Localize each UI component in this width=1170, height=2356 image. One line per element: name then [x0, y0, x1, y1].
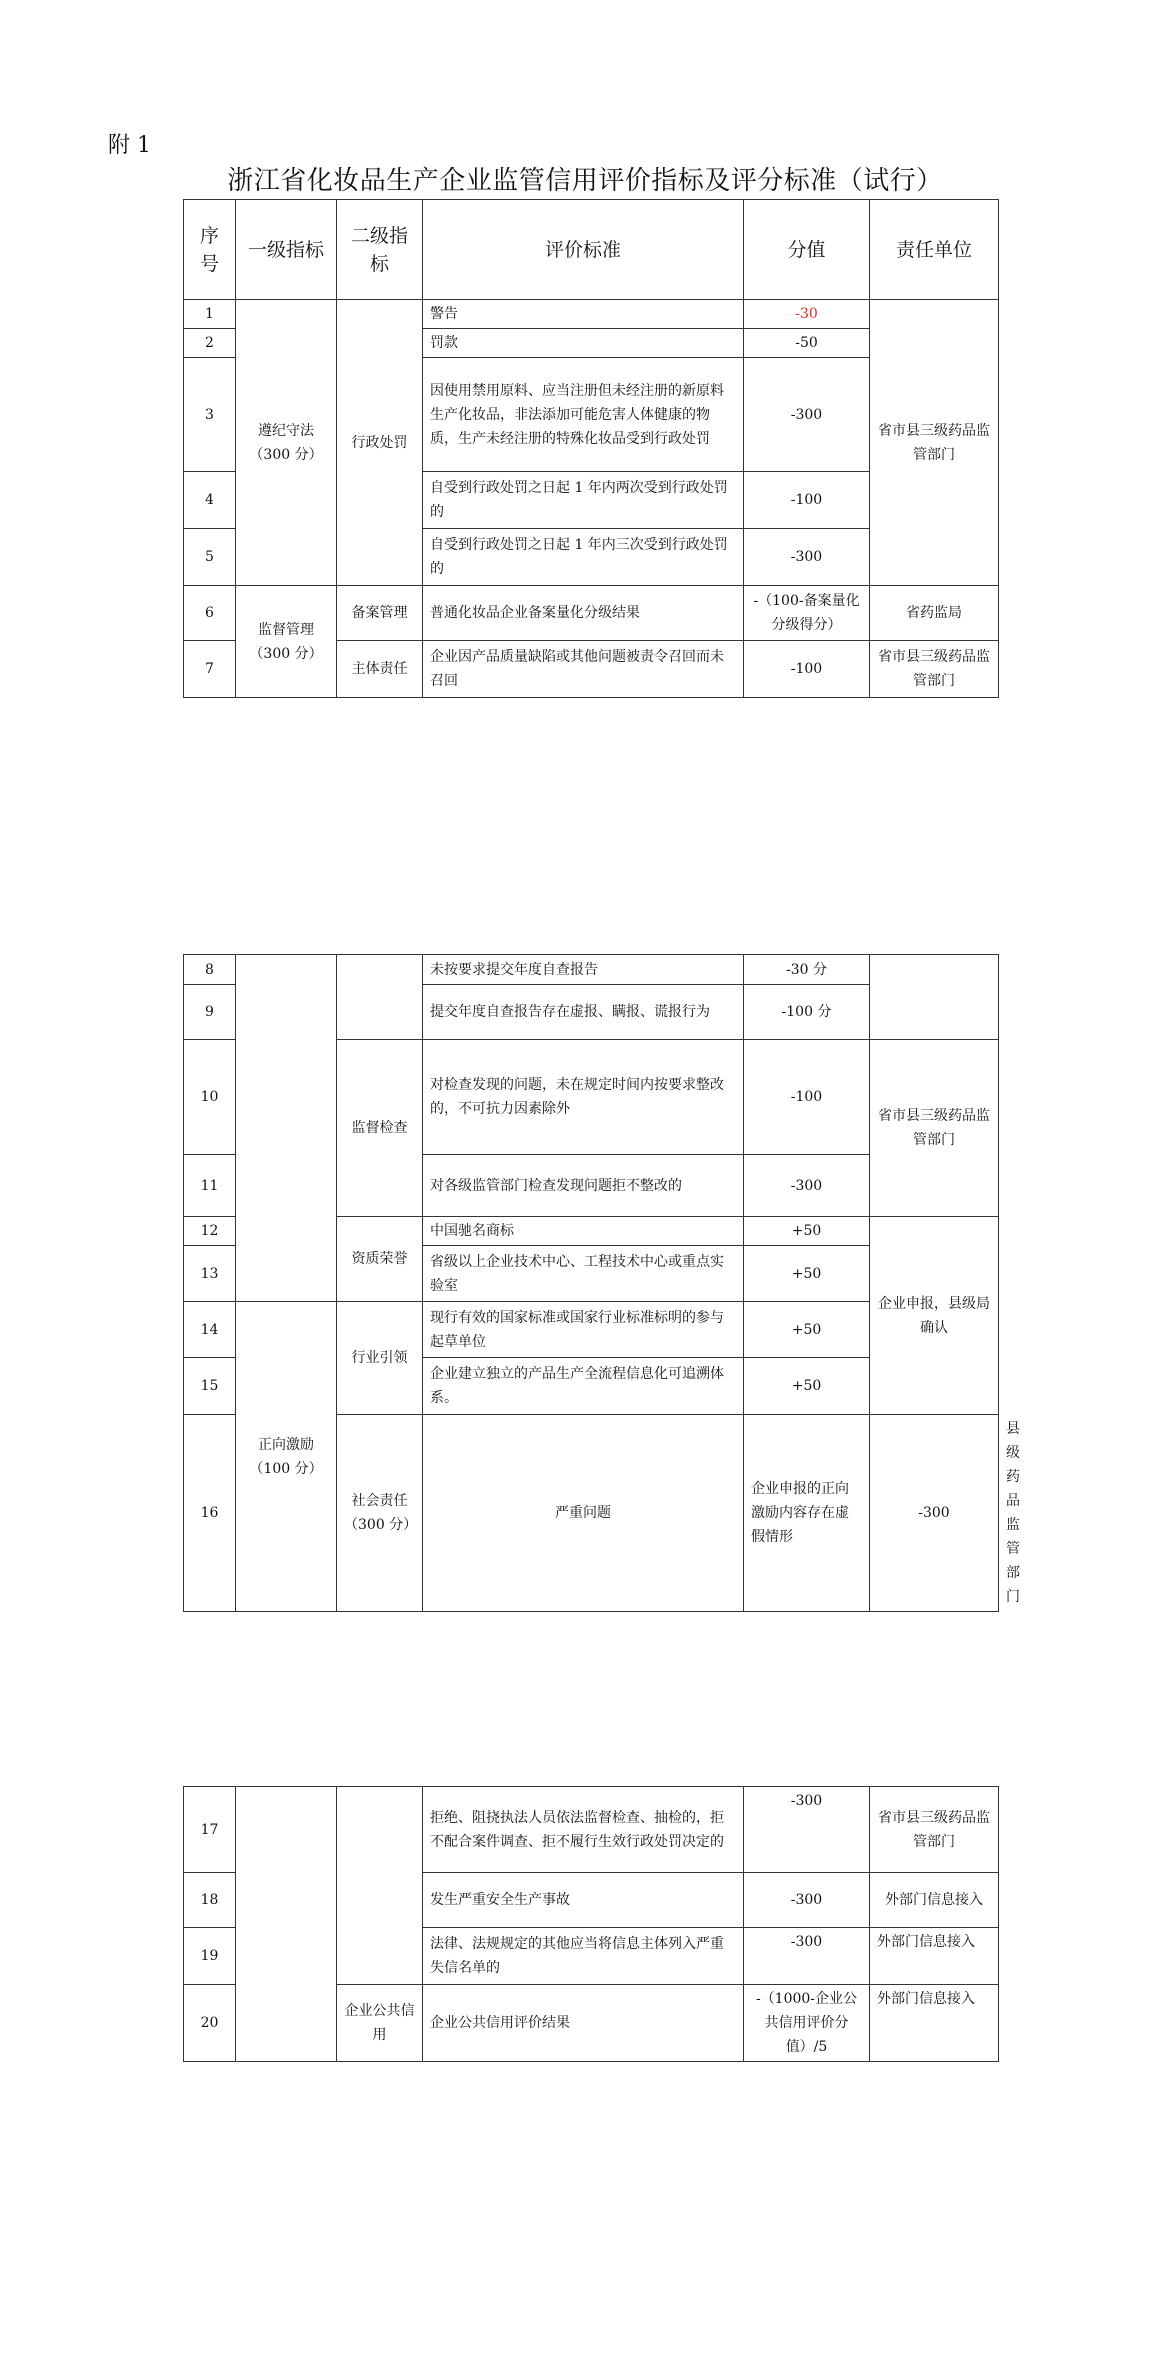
row-score: -300: [744, 1873, 870, 1928]
row-score: -100: [744, 472, 870, 529]
level1-cell: 社会责任 （300 分）: [337, 1415, 423, 1612]
level1-cell: 遵纪守法 （300 分）: [236, 300, 337, 586]
level2-cell: 企业公共信用: [337, 1985, 423, 2062]
row-seq: 2: [184, 329, 236, 358]
row-criteria: 中国驰名商标: [423, 1217, 744, 1246]
row-score: +50: [744, 1217, 870, 1246]
row-score: -30: [744, 300, 870, 329]
row-criteria: 罚款: [423, 329, 744, 358]
row-score: -100 分: [744, 985, 870, 1040]
level1-cell-empty: [236, 1787, 337, 2062]
row-score: -300: [744, 1155, 870, 1217]
row-seq: 8: [184, 955, 236, 985]
row-criteria: 企业因产品质量缺陷或其他问题被责令召回而未召回: [423, 641, 744, 698]
row-seq: 10: [184, 1040, 236, 1155]
row-score: -100: [744, 1040, 870, 1155]
level1-cell: 监督管理 （300 分）: [236, 586, 337, 698]
level2-cell: 资质荣誉: [337, 1217, 423, 1302]
header-seq: 序号: [184, 200, 236, 300]
row-score: -300: [744, 1928, 870, 1985]
row-seq: 3: [184, 358, 236, 472]
row-criteria: 企业申报的正向激励内容存在虚假情形: [744, 1415, 870, 1612]
table-row: [184, 955, 999, 985]
unit-cell: 省市县三级药品监管部门: [870, 1787, 999, 1873]
document-title: 浙江省化妆品生产企业监管信用评价指标及评分标准（试行）: [227, 166, 943, 196]
header-level1: 一级指标: [236, 200, 337, 300]
header-score: 分值: [744, 200, 870, 300]
row-seq: 18: [184, 1873, 236, 1928]
unit-cell: 外部门信息接入: [870, 1873, 999, 1928]
row-score: -（1000-企业公共信用评价分值）/5: [744, 1985, 870, 2062]
row-seq: 9: [184, 985, 236, 1040]
header-level2: 二级指标: [337, 200, 423, 300]
row-criteria: 企业建立独立的产品生产全流程信息化可追溯体系。: [423, 1358, 744, 1415]
row-score: -30 分: [744, 955, 870, 985]
level1-cell-empty: [236, 955, 337, 1302]
row-seq: 5: [184, 529, 236, 586]
criteria-table-part-1: [183, 199, 999, 698]
row-criteria: 现行有效的国家标准或国家行业标准标明的参与起草单位: [423, 1302, 744, 1358]
row-criteria: 对检查发现的问题，未在规定时间内按要求整改的，不可抗力因素除外: [423, 1040, 744, 1155]
unit-cell: 省市县三级药品监管部门: [870, 300, 999, 586]
row-seq: 19: [184, 1928, 236, 1985]
table-row: [184, 1787, 999, 1873]
row-score: +50: [744, 1302, 870, 1358]
row-score: -50: [744, 329, 870, 358]
row-criteria: 对各级监管部门检查发现问题拒不整改的: [423, 1155, 744, 1217]
row-seq: 14: [184, 1302, 236, 1358]
row-seq: 6: [184, 586, 236, 641]
row-seq: 4: [184, 472, 236, 529]
unit-cell: 企业申报，县级局确认: [870, 1217, 999, 1415]
row-criteria: 法律、法规规定的其他应当将信息主体列入严重失信名单的: [423, 1928, 744, 1985]
row-criteria: 自受到行政处罚之日起 1 年内两次受到行政处罚的: [423, 472, 744, 529]
row-criteria: 省级以上企业技术中心、工程技术中心或重点实验室: [423, 1246, 744, 1302]
row-criteria: 普通化妆品企业备案量化分级结果: [423, 586, 744, 641]
row-criteria: 拒绝、阻挠执法人员依法监督检查、抽检的，拒不配合案件调查、拒不履行生效行政处罚决定的: [423, 1787, 744, 1873]
level2-cell-empty: [337, 955, 423, 1040]
row-score: -300: [744, 529, 870, 586]
row-score: -（100-备案量化分级得分）: [744, 586, 870, 641]
row-score: -100: [744, 641, 870, 698]
level2-cell: 主体责任: [337, 641, 423, 698]
criteria-table-part-2: [183, 954, 1020, 1612]
unit-cell: 省市县三级药品监管部门: [870, 641, 999, 698]
row-score: +50: [744, 1246, 870, 1302]
row-seq: 17: [184, 1787, 236, 1873]
row-seq: 7: [184, 641, 236, 698]
row-seq: 20: [184, 1985, 236, 2062]
row-criteria: 自受到行政处罚之日起 1 年内三次受到行政处罚的: [423, 529, 744, 586]
row-score: +50: [744, 1358, 870, 1415]
level2-cell: 严重问题: [423, 1415, 744, 1612]
level2-cell: 备案管理: [337, 586, 423, 641]
level2-cell: 行政处罚: [337, 300, 423, 586]
table-row: [184, 300, 999, 329]
row-criteria: 提交年度自查报告存在虚报、瞒报、谎报行为: [423, 985, 744, 1040]
row-seq: 11: [184, 1155, 236, 1217]
unit-cell-empty: [870, 955, 999, 1040]
unit-cell: 省市县三级药品监管部门: [870, 1040, 999, 1217]
row-score: -300: [870, 1415, 999, 1612]
level2-cell-empty: [337, 1787, 423, 1985]
level2-cell: 监督检查: [337, 1040, 423, 1217]
row-seq: 16: [184, 1415, 236, 1612]
row-seq: 15: [184, 1358, 236, 1415]
header-criteria: 评价标准: [423, 200, 744, 300]
row-seq: 13: [184, 1246, 236, 1302]
unit-cell: 外部门信息接入: [870, 1985, 999, 2062]
row-seq: 1: [184, 300, 236, 329]
level2-cell: 行业引领: [337, 1302, 423, 1415]
criteria-table-part-3: [183, 1786, 999, 2062]
annex-label: 附 1: [108, 133, 151, 158]
row-seq: 12: [184, 1217, 236, 1246]
unit-cell: 省药监局: [870, 586, 999, 641]
table-header-row: [184, 200, 999, 300]
row-score: -300: [744, 1787, 870, 1873]
header-unit: 责任单位: [870, 200, 999, 300]
unit-cell: 外部门信息接入: [870, 1928, 999, 1985]
row-criteria: 未按要求提交年度自查报告: [423, 955, 744, 985]
row-score: -300: [744, 358, 870, 472]
table-row: 16 社会责任 （300 分） 严重问题 企业申报的正向激励内容存在虚假情形 -300 县级药品监管部门: [184, 1415, 999, 1612]
table-row: [184, 586, 999, 641]
level1-cell: 正向激励 （100 分）: [236, 1302, 337, 1612]
row-criteria: 因使用禁用原料、应当注册但未经注册的新原料生产化妆品，非法添加可能危害人体健康的物质，生产未经注册的特殊化妆品受到行政处罚: [423, 358, 744, 472]
row-criteria: 企业公共信用评价结果: [423, 1985, 744, 2062]
row-criteria: 发生严重安全生产事故: [423, 1873, 744, 1928]
row-criteria: 警告: [423, 300, 744, 329]
